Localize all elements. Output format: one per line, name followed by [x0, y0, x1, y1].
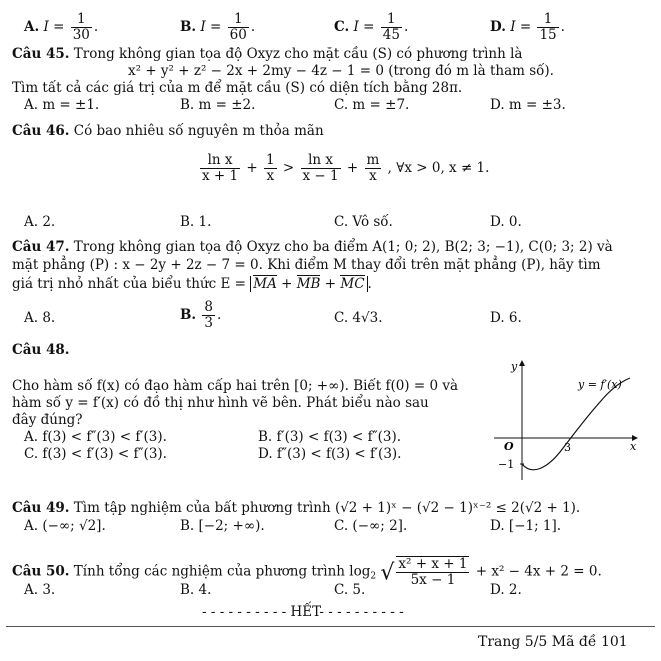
origin-label: O [504, 440, 514, 453]
y-tick-label: −1 [498, 458, 515, 471]
greater-sign: > [282, 160, 295, 176]
q48-label: Câu 48. [12, 342, 70, 358]
sqrt-icon: √ [380, 560, 395, 586]
q46-option-b: B. 1. [180, 214, 212, 230]
numerator: 1 [537, 12, 558, 28]
q47-option-b: B. $\frac{8}{3}$ . [180, 299, 222, 331]
q45-option-a: A. m = ±1. [24, 97, 100, 113]
q44-option-a: A. I = $\frac{1}{30}$ . [24, 11, 99, 43]
q44-option-b: B. I = $\frac{1}{60}$ . [180, 11, 256, 43]
question-text: Trong không gian tọa độ Oxyz cho mặt cầu (S) có phương trình là [73, 46, 523, 62]
q48-option-a: A. f(3) < f″(3) < f′(3). [24, 429, 167, 445]
numerator: ln x [200, 153, 240, 169]
fraction [202, 300, 215, 331]
x-axis-label: x [630, 440, 637, 453]
q45-line3: Tìm tất cả các giá trị của m để mặt cầu (S) có diện tích bằng 28π. [12, 80, 463, 96]
q49-option-c: C. (−∞; 2]. [334, 518, 408, 534]
q49-option-a: A. (−∞; √2]. [24, 518, 106, 534]
q47-option-d: D. 6. [490, 310, 522, 326]
derivative-graph [492, 352, 642, 482]
q46-option-d: D. 0. [490, 214, 522, 230]
footer-divider [6, 626, 655, 627]
q47-line3: giá trị nhỏ nhất của biểu thức E = MA + MB + MC . [12, 276, 372, 292]
question-text: Tìm tập nghiệm của bất phương trình (√2 + 1)ˣ − (√2 − 1)ˣ⁻² ≤ 2(√2 + 1). [73, 500, 581, 516]
plus-sign: + [324, 276, 337, 292]
question-text: giá trị nhỏ nhất của biểu thức E = [12, 276, 246, 292]
q50-option-d: D. 2. [490, 582, 522, 598]
option-letter: A. [24, 19, 40, 35]
q50-option-b: B. 4. [180, 582, 212, 598]
denominator: 15 [539, 27, 557, 43]
q45-option-d: D. m = ±3. [490, 97, 566, 113]
vector-mc: MC [340, 276, 365, 292]
vector-ma: MA [253, 276, 277, 292]
option-lhs: I = [200, 19, 222, 35]
numerator: 1 [266, 152, 275, 168]
numerator: m [366, 152, 380, 168]
q45-option-b: B. m = ±2. [180, 97, 256, 113]
q48-option-c: C. f(3) < f′(3) < f″(3). [24, 446, 167, 462]
q46-line1 [12, 123, 324, 139]
q47-line2: mặt phẳng (P) : x − 2y + 2z − 7 = 0. Khi điểm M thay đổi trên mặt phẳng (P), hãy tìm [12, 257, 601, 273]
plus-sign: + [281, 276, 293, 292]
numerator: x² + x + 1 [398, 556, 468, 572]
question-text: Tính tổng các nghiệm của phương trình log [73, 563, 371, 580]
q49-option-b: B. [−2; +∞). [180, 518, 265, 534]
fraction [228, 12, 249, 43]
q48-line1: Cho hàm số f(x) có đạo hàm cấp hai trên [0; +∞). Biết f(0) = 0 và [12, 378, 459, 394]
plus-sign: + [346, 160, 359, 176]
fraction [71, 12, 92, 43]
condition: , ∀x > 0, x ≠ 1. [387, 160, 490, 176]
end-marker: - - - - - - - - - - HẾT- - - - - - - - - - [202, 604, 404, 620]
fraction [301, 153, 341, 184]
question-text: Trong không gian tọa độ Oxyz cho ba điểm A(1; 0; 2), B(2; 3; −1), C(0; 3; 2) và [73, 239, 613, 255]
fraction [396, 556, 469, 588]
fraction [381, 12, 402, 43]
y-axis-label: y [511, 360, 518, 373]
q44-option-d: D. I = $\frac{1}{15}$ . [490, 11, 565, 43]
fraction [365, 153, 382, 184]
q48-line3: đây đúng? [12, 412, 83, 428]
q46-option-a: A. 2. [24, 214, 56, 230]
equation-tail: + x² − 4x + 2 = 0. [475, 563, 602, 580]
q45-line1 [12, 46, 522, 62]
question-text: Có bao nhiêu số nguyên m thỏa mãn [73, 123, 324, 139]
option-lhs: I = [43, 19, 65, 35]
q45-equation: x² + y² + z² − 2x + 2my − 4z − 1 = 0 (trong đó m là tham số). [128, 63, 554, 79]
vector-sum [250, 276, 367, 292]
denominator: x [369, 168, 377, 184]
numerator: 1 [71, 12, 92, 28]
fraction [200, 153, 240, 184]
option-letter: C. [334, 19, 350, 35]
y-arrow-icon [519, 360, 525, 366]
denominator: x + 1 [202, 168, 239, 184]
q49-line1 [12, 500, 580, 516]
numerator: 8 [204, 299, 214, 315]
q47-option-c: C. 4√3. [334, 310, 383, 326]
derivative-curve [522, 378, 630, 470]
option-lhs: I = [510, 19, 532, 35]
q47-line1 [12, 239, 613, 255]
question-label: Câu 46. [12, 123, 70, 139]
q48-option-b: B. f′(3) < f(3) < f″(3). [258, 429, 402, 445]
q48-option-d: D. f″(3) < f(3) < f′(3). [258, 446, 402, 462]
plus-sign: + [246, 160, 258, 176]
q47-option-a: A. 8. [24, 310, 56, 326]
q49-option-d: D. [−1; 1]. [490, 518, 562, 534]
question-label: Câu 47. [12, 239, 70, 255]
denominator: 5x − 1 [410, 572, 456, 588]
question-label: Câu 49. [12, 500, 70, 516]
q48-line2: hàm số y = f′(x) có đồ thị như hình vẽ bên. Phát biểu nào sau [12, 395, 429, 411]
option-letter: B. [180, 307, 197, 323]
denominator: x [266, 168, 275, 184]
log-base: 2 [370, 571, 377, 582]
q44-option-c: C. I = $\frac{1}{45}$ . [334, 11, 409, 43]
vector-mb: MB [296, 276, 321, 292]
option-letter: B. [180, 19, 197, 35]
fraction [264, 153, 277, 184]
option-lhs: I = [353, 19, 375, 35]
q50-option-c: C. 5. [334, 582, 366, 598]
curve-label: y = f′(x) [578, 378, 622, 391]
x-tick-label: 3 [564, 441, 571, 454]
q46-inequality [198, 153, 489, 184]
denominator: 45 [382, 27, 400, 43]
numerator: 1 [228, 12, 249, 28]
denominator: 3 [204, 315, 214, 331]
denominator: x − 1 [302, 168, 339, 184]
fraction [537, 12, 558, 43]
numerator: ln x [301, 153, 341, 169]
denominator: 60 [229, 27, 247, 43]
q45-option-c: C. m = ±7. [334, 97, 410, 113]
q50-option-a: A. 3. [24, 582, 56, 598]
denominator: 30 [72, 27, 90, 43]
page-footer: Trang 5/5 Mã đề 101 [478, 634, 628, 650]
question-label: Câu 45. [12, 46, 70, 62]
option-letter: D. [490, 19, 506, 35]
q46-option-c: C. Vô số. [334, 214, 393, 230]
question-label: Câu 50. [12, 563, 70, 580]
numerator: 1 [381, 12, 402, 28]
